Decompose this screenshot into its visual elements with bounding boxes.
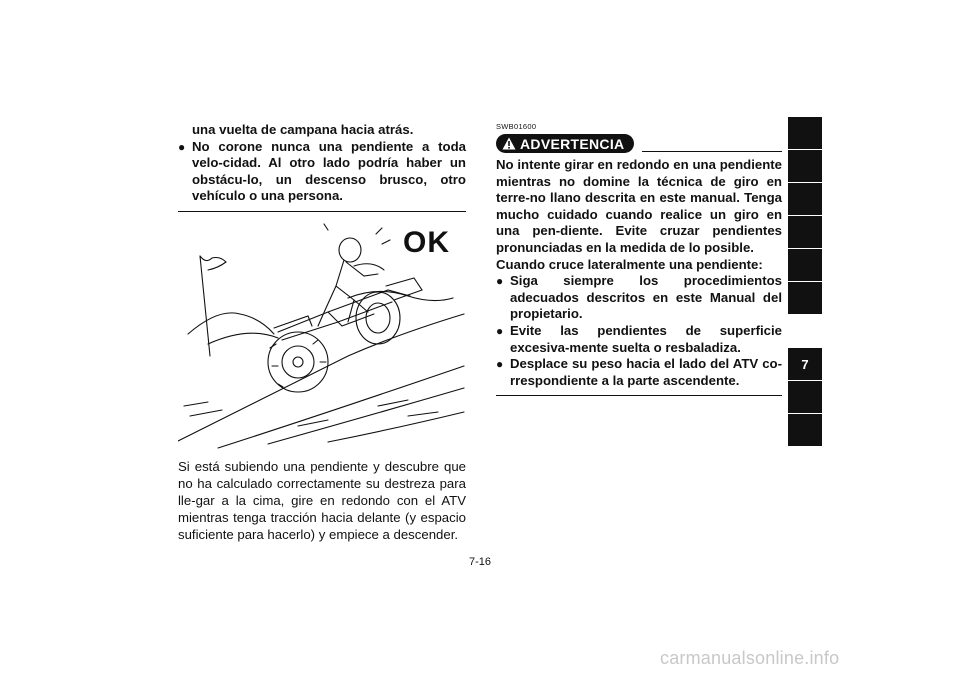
bullet-text: No corone nunca una pendiente a toda velo-cidad. Al otro lado podría haber un obstácu-lo, un descenso brusco, otro vehículo o una persona.: [192, 138, 466, 204]
atv-illustration: [178, 216, 466, 454]
bullet-dot-icon: ●: [496, 357, 504, 372]
tab-current: [788, 315, 822, 348]
tab-block: [788, 216, 822, 249]
bullet-item: [178, 139, 466, 205]
warning-subheading: Cuando cruce lateralmente una pendiente:: [496, 256, 763, 272]
tab-block: [788, 414, 822, 447]
warning-end-rule: [496, 395, 782, 396]
warning-code: SWB01600: [496, 122, 537, 131]
warning-bullet: [496, 273, 782, 323]
right-column: [496, 122, 782, 396]
warning-bullet: [496, 356, 782, 389]
warning-header-line: [642, 151, 782, 152]
tab-block: [788, 381, 822, 414]
watermark: carmanualsonline.info: [660, 648, 840, 668]
tab-block: [788, 249, 822, 282]
section-divider: [178, 211, 466, 212]
tab-block: [788, 117, 822, 150]
warning-bullet-text: Evite las pendientes de superficie excesiva-mente suelta o resbaladiza.: [510, 322, 782, 355]
left-column: [178, 122, 466, 543]
warning-header: [496, 134, 782, 153]
warning-bullet: [496, 323, 782, 356]
body-paragraph: Si está subiendo una pendiente y descubre que no ha calculado correctamente su destreza para lle-gar a la cima, gire en redondo con el ATV mientras tenga tracción hacia delante (y espacio suficiente para hacerlo) y empiece a descender.: [178, 458, 466, 542]
warning-badge: [496, 134, 634, 153]
tab-block: [788, 183, 822, 216]
warning-triangle-icon: [502, 137, 516, 150]
chapter-tab-current: 7: [788, 348, 822, 381]
page-number: 7-16: [468, 556, 492, 568]
bullet-dot-icon: ●: [178, 139, 186, 154]
warning-label: ADVERTENCIA: [520, 135, 625, 152]
bullet-dot-icon: ●: [496, 323, 504, 338]
bullet-dot-icon: ●: [496, 274, 504, 289]
continued-bullet-text: una vuelta de campana hacia atrás.: [192, 122, 414, 137]
figure-ok-label: OK: [403, 225, 450, 259]
tab-block: [788, 150, 822, 183]
tab-block: [788, 282, 822, 315]
warning-bullet-text: Desplace su peso hacia el lado del ATV co-rrespondiente a la parte ascendente.: [510, 356, 782, 388]
chapter-tabs: [788, 117, 822, 447]
warning-bullet-text: Siga siempre los procedimientos adecuados descritos en este Manual del propietario.: [510, 273, 782, 322]
warning-paragraph: No intente girar en redondo en una pendiente mientras no domine la técnica de giro en terre-no llano descrita en este manual. Tenga mucho cuidado cuando realice un giro en una pen-diente. Evite cruzar pendientes pronunciadas en la medida de lo posible.: [496, 157, 782, 255]
